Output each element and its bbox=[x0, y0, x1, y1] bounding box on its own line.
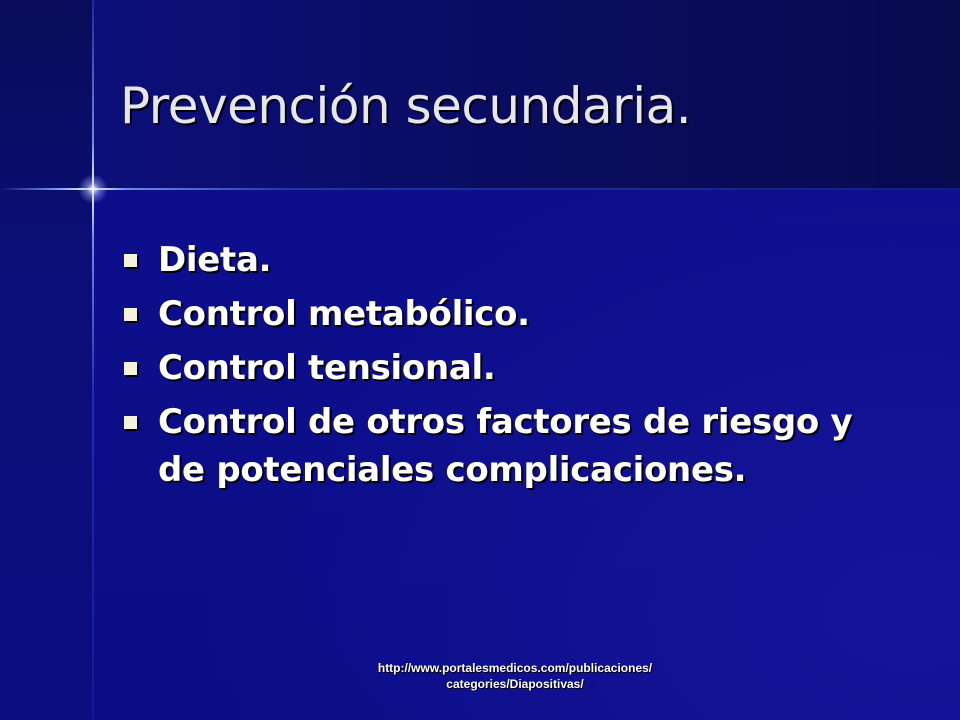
bullet-item-dieta bbox=[120, 236, 880, 284]
square-bullet-icon bbox=[124, 416, 137, 429]
slide-title: Prevención secundaria. bbox=[120, 77, 692, 135]
bullet-text: Dieta. bbox=[158, 240, 272, 280]
footer-source-link[interactable] bbox=[350, 660, 680, 692]
bullet-list bbox=[120, 236, 880, 500]
bullet-text: Control tensional. bbox=[158, 348, 496, 388]
left-decorative-band bbox=[0, 0, 92, 720]
horizontal-flare-line bbox=[0, 188, 960, 190]
footer-url-line-2[interactable]: categories/Diapositivas/ bbox=[446, 677, 584, 691]
footer-url-line-1[interactable]: http://www.portalesmedicos.com/publicaciones/ bbox=[377, 661, 653, 675]
bullet-item-control-tensional bbox=[120, 344, 880, 392]
star-flare-icon bbox=[78, 174, 108, 204]
square-bullet-icon bbox=[124, 254, 137, 267]
vertical-flare-line bbox=[92, 0, 94, 720]
bullet-text: Control de otros factores de riesgo y de potenciales complicaciones. bbox=[158, 402, 853, 490]
bullet-item-control-metabolico bbox=[120, 290, 880, 338]
bullet-text: Control metabólico. bbox=[158, 294, 530, 334]
square-bullet-icon bbox=[124, 308, 137, 321]
bullet-item-control-otros-factores bbox=[120, 398, 880, 494]
square-bullet-icon bbox=[124, 362, 137, 375]
